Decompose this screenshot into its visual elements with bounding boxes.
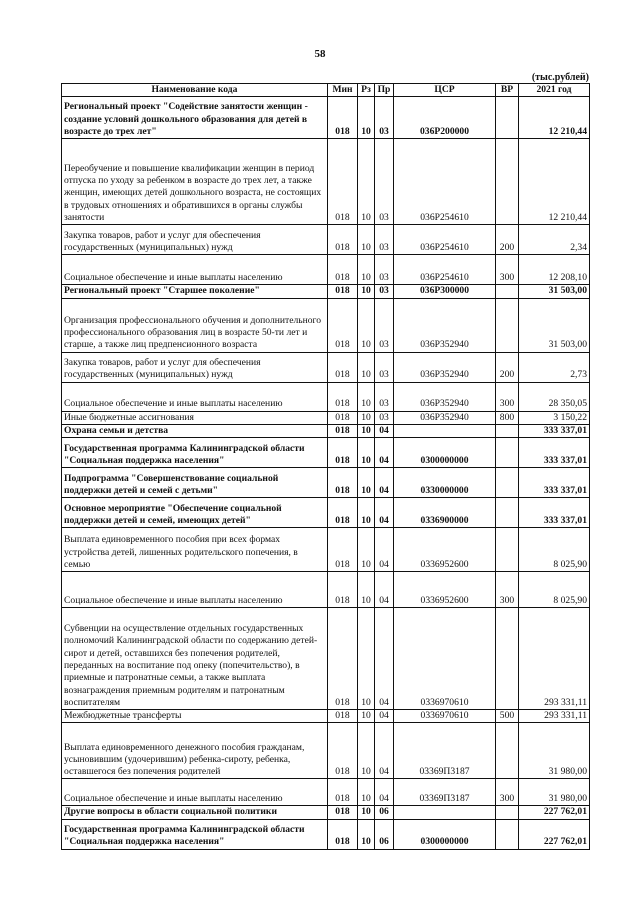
- row-vr: 500: [496, 710, 519, 723]
- row-pr: 03: [375, 411, 394, 424]
- row-csr: 036P254610: [394, 255, 496, 285]
- row-csr: 0300000000: [394, 819, 496, 849]
- row-name: Региональный проект "Содействие занятости женщин - создание условий дошкольного образования для детей в возрасте до трех лет": [62, 97, 328, 139]
- row-name: Другие вопросы в области социальной политики: [62, 806, 328, 819]
- row-vr: [496, 139, 519, 225]
- col-header-csr: ЦСР: [394, 84, 496, 97]
- row-sum: 333 337,01: [519, 438, 590, 468]
- row-vr: [496, 819, 519, 849]
- table-row: [62, 352, 590, 382]
- row-rz: 10: [358, 97, 375, 139]
- table-row: [62, 255, 590, 285]
- row-pr: 04: [375, 572, 394, 608]
- row-vr: [496, 424, 519, 437]
- row-rz: 10: [358, 285, 375, 298]
- table-row: [62, 806, 590, 819]
- row-csr: 036P200000: [394, 97, 496, 139]
- table-row: [62, 285, 590, 298]
- row-csr: 036P352940: [394, 352, 496, 382]
- row-sum: 8 025,90: [519, 572, 590, 608]
- row-min: 018: [328, 528, 358, 572]
- row-name: Основное мероприятие "Обеспечение социальной поддержки детей и семей, имеющих детей": [62, 498, 328, 528]
- row-rz: 10: [358, 139, 375, 225]
- row-pr: 03: [375, 97, 394, 139]
- row-csr: 0330000000: [394, 468, 496, 498]
- row-sum: 333 337,01: [519, 498, 590, 528]
- table-header-row: [62, 84, 590, 97]
- row-pr: 03: [375, 255, 394, 285]
- row-csr: 0336952600: [394, 572, 496, 608]
- row-pr: 03: [375, 285, 394, 298]
- row-csr: 036P254610: [394, 139, 496, 225]
- row-vr: 300: [496, 255, 519, 285]
- row-min: 018: [328, 139, 358, 225]
- row-vr: 200: [496, 225, 519, 255]
- col-header-vr: ВР: [496, 84, 519, 97]
- row-csr: 036P300000: [394, 285, 496, 298]
- row-min: 018: [328, 819, 358, 849]
- row-name: Переобучение и повышение квалификации женщин в период отпуска по уходу за ребенком в возрасте до трех лет, а также женщин, имеющих детей дошкольного возраста, не состоящих в трудовых отношениях и обратившихся в органы службы занятости: [62, 139, 328, 225]
- row-vr: 200: [496, 352, 519, 382]
- table-row: [62, 608, 590, 710]
- row-pr: 06: [375, 806, 394, 819]
- row-min: 018: [328, 285, 358, 298]
- row-rz: 10: [358, 608, 375, 710]
- row-min: 018: [328, 424, 358, 437]
- table-row: [62, 139, 590, 225]
- row-pr: 03: [375, 139, 394, 225]
- row-sum: 12 208,10: [519, 255, 590, 285]
- row-csr: 0300000000: [394, 438, 496, 468]
- row-rz: 10: [358, 779, 375, 806]
- row-sum: 2,34: [519, 225, 590, 255]
- row-csr: 0336900000: [394, 498, 496, 528]
- row-rz: 10: [358, 255, 375, 285]
- table-row: [62, 438, 590, 468]
- table-row: [62, 819, 590, 849]
- row-vr: 800: [496, 411, 519, 424]
- row-sum: 31 980,00: [519, 779, 590, 806]
- row-rz: 10: [358, 498, 375, 528]
- col-header-rz: Рз: [358, 84, 375, 97]
- row-sum: 8 025,90: [519, 528, 590, 572]
- row-csr: 036P352940: [394, 298, 496, 352]
- row-min: 018: [328, 608, 358, 710]
- row-pr: 03: [375, 225, 394, 255]
- table-row: [62, 572, 590, 608]
- row-rz: 10: [358, 352, 375, 382]
- col-header-year: 2021 год: [519, 84, 590, 97]
- row-name: Социальное обеспечение и иные выплаты населению: [62, 382, 328, 411]
- row-name: Региональный проект "Старшее поколение": [62, 285, 328, 298]
- row-rz: 10: [358, 298, 375, 352]
- row-rz: 10: [358, 468, 375, 498]
- budget-table: [61, 83, 590, 850]
- row-name: Межбюджетные трансферты: [62, 710, 328, 723]
- row-csr: 03369П3187: [394, 779, 496, 806]
- table-row: [62, 723, 590, 779]
- row-rz: 10: [358, 225, 375, 255]
- row-sum: 293 331,11: [519, 710, 590, 723]
- row-vr: [496, 468, 519, 498]
- row-name: Охрана семьи и детства: [62, 424, 328, 437]
- table-row: [62, 411, 590, 424]
- row-name: Подпрограмма "Совершенствование социальной поддержки детей и семей с детьми": [62, 468, 328, 498]
- row-min: 018: [328, 411, 358, 424]
- row-sum: 3 150,22: [519, 411, 590, 424]
- row-name: Выплата единовременного денежного пособия гражданам, усыновившим (удочерившим) ребенка-сироту, ребенка, оставшегося без попечения родителей: [62, 723, 328, 779]
- row-sum: 28 350,05: [519, 382, 590, 411]
- row-sum: 31 503,00: [519, 285, 590, 298]
- row-min: 018: [328, 97, 358, 139]
- row-pr: 04: [375, 498, 394, 528]
- row-min: 018: [328, 382, 358, 411]
- row-csr: 0336970610: [394, 608, 496, 710]
- row-vr: [496, 298, 519, 352]
- row-sum: 31 503,00: [519, 298, 590, 352]
- table-row: [62, 498, 590, 528]
- row-pr: 04: [375, 438, 394, 468]
- row-vr: [496, 608, 519, 710]
- row-rz: 10: [358, 382, 375, 411]
- col-header-pr: Пр: [375, 84, 394, 97]
- row-min: 018: [328, 352, 358, 382]
- row-vr: 300: [496, 572, 519, 608]
- row-name: Субвенции на осуществление отдельных государственных полномочий Калининградской области по содержанию детей-сирот и детей, оставшихся без попечения родителей, переданных на воспитание под опеку (попечительство), в приемные и патронатные семьи, а также выплата вознаграждения приемным родителям и патронатным воспитателям: [62, 608, 328, 710]
- row-pr: 03: [375, 382, 394, 411]
- row-sum: 12 210,44: [519, 139, 590, 225]
- row-min: 018: [328, 438, 358, 468]
- table-row: [62, 382, 590, 411]
- row-sum: 293 331,11: [519, 608, 590, 710]
- row-min: 018: [328, 298, 358, 352]
- page-number: 58: [314, 48, 326, 60]
- row-vr: [496, 723, 519, 779]
- row-min: 018: [328, 225, 358, 255]
- table-row: [62, 710, 590, 723]
- row-name: Государственная программа Калининградской области "Социальная поддержка населения": [62, 819, 328, 849]
- row-sum: 12 210,44: [519, 97, 590, 139]
- table-row: [62, 468, 590, 498]
- row-vr: 300: [496, 382, 519, 411]
- row-rz: 10: [358, 819, 375, 849]
- row-csr: [394, 424, 496, 437]
- row-pr: 06: [375, 819, 394, 849]
- row-min: 018: [328, 710, 358, 723]
- row-vr: [496, 438, 519, 468]
- col-header-name: Наименование кода: [62, 84, 328, 97]
- row-vr: [496, 285, 519, 298]
- row-rz: 10: [358, 572, 375, 608]
- row-pr: 04: [375, 424, 394, 437]
- table-row: [62, 97, 590, 139]
- row-sum: 227 762,01: [519, 819, 590, 849]
- row-vr: [496, 498, 519, 528]
- row-name: Социальное обеспечение и иные выплаты населению: [62, 255, 328, 285]
- row-name: Организация профессионального обучения и дополнительного профессионального образования лиц в возрасте 50-ти лет и старше, а также лиц предпенсионного возраста: [62, 298, 328, 352]
- row-name: Социальное обеспечение и иные выплаты населению: [62, 779, 328, 806]
- row-pr: 04: [375, 779, 394, 806]
- table-row: [62, 298, 590, 352]
- row-csr: [394, 806, 496, 819]
- row-name: Закупка товаров, работ и услуг для обеспечения государственных (муниципальных) нужд: [62, 225, 328, 255]
- row-pr: 04: [375, 468, 394, 498]
- row-sum: 333 337,01: [519, 468, 590, 498]
- row-min: 018: [328, 572, 358, 608]
- table-row: [62, 779, 590, 806]
- row-vr: 300: [496, 779, 519, 806]
- row-csr: 036P352940: [394, 382, 496, 411]
- row-sum: 2,73: [519, 352, 590, 382]
- row-name: Социальное обеспечение и иные выплаты населению: [62, 572, 328, 608]
- row-rz: 10: [358, 411, 375, 424]
- row-csr: 036P254610: [394, 225, 496, 255]
- row-min: 018: [328, 468, 358, 498]
- row-pr: 04: [375, 723, 394, 779]
- table-row: [62, 528, 590, 572]
- row-name: Выплата единовременного пособия при всех формах устройства детей, лишенных родительского попечения, в семью: [62, 528, 328, 572]
- row-rz: 10: [358, 806, 375, 819]
- row-min: 018: [328, 498, 358, 528]
- row-csr: 03369П3187: [394, 723, 496, 779]
- row-csr: 0336952600: [394, 528, 496, 572]
- row-sum: 227 762,01: [519, 806, 590, 819]
- row-rz: 10: [358, 438, 375, 468]
- row-sum: 31 980,00: [519, 723, 590, 779]
- row-name: Государственная программа Калининградской области "Социальная поддержка населения": [62, 438, 328, 468]
- col-header-min: Мин: [328, 84, 358, 97]
- row-sum: 333 337,01: [519, 424, 590, 437]
- row-rz: 10: [358, 528, 375, 572]
- table-row: [62, 424, 590, 437]
- row-pr: 04: [375, 608, 394, 710]
- row-vr: [496, 528, 519, 572]
- row-name: Иные бюджетные ассигнования: [62, 411, 328, 424]
- table-body: [62, 97, 590, 849]
- row-pr: 04: [375, 528, 394, 572]
- row-rz: 10: [358, 424, 375, 437]
- row-min: 018: [328, 255, 358, 285]
- row-vr: [496, 806, 519, 819]
- row-rz: 10: [358, 710, 375, 723]
- units-label: (тыс.рублей): [531, 72, 589, 83]
- row-min: 018: [328, 723, 358, 779]
- row-pr: 03: [375, 352, 394, 382]
- row-rz: 10: [358, 723, 375, 779]
- row-csr: 0336970610: [394, 710, 496, 723]
- row-pr: 04: [375, 710, 394, 723]
- row-min: 018: [328, 806, 358, 819]
- row-pr: 03: [375, 298, 394, 352]
- row-name: Закупка товаров, работ и услуг для обеспечения государственных (муниципальных) нужд: [62, 352, 328, 382]
- table-row: [62, 225, 590, 255]
- row-csr: 036P352940: [394, 411, 496, 424]
- row-vr: [496, 97, 519, 139]
- row-min: 018: [328, 779, 358, 806]
